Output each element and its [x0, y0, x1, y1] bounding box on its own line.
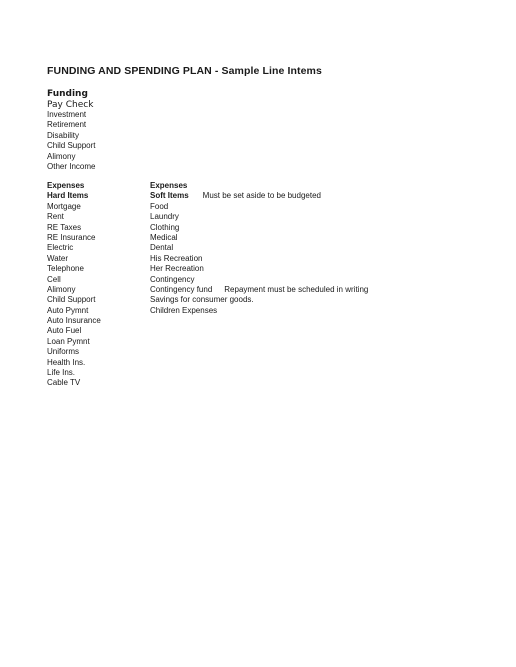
soft-expense-item: Laundry — [150, 212, 179, 222]
soft-items-heading-row — [150, 191, 368, 201]
soft-expense-item: Savings for consumer goods. — [150, 295, 254, 305]
hard-expense-item: Loan Pymnt — [47, 336, 90, 346]
soft-expense-item: Dental — [150, 243, 174, 253]
funding-item: Retirement — [47, 120, 87, 130]
funding-item: Child Support — [47, 141, 96, 151]
contingency-fund-row — [150, 285, 368, 295]
document-title: FUNDING AND SPENDING PLAN - Sample Line Intems — [47, 65, 322, 77]
hard-expense-item: Alimony — [47, 284, 76, 294]
funding-item: Investment — [47, 110, 87, 119]
hard-expense-item: Child Support — [47, 295, 96, 305]
hard-expense-item: Health Ins. — [47, 357, 86, 367]
hard-expense-item: RE Insurance — [47, 232, 96, 242]
soft-expense-item: Her Recreation — [150, 264, 204, 274]
funding-item: Disability — [47, 130, 80, 140]
hard-expense-item: Water — [47, 253, 69, 263]
soft-expenses-column — [150, 181, 368, 316]
hard-expense-item: Electric — [47, 243, 74, 253]
hard-expense-item: Auto Pymnt — [47, 305, 89, 315]
hard-expense-item: Telephone — [47, 264, 84, 274]
hard-expense-item: Auto Insurance — [47, 316, 101, 326]
hard-expense-item: Mortgage — [47, 201, 81, 211]
funding-heading: Funding — [47, 89, 88, 99]
soft-expense-item: Medical — [150, 232, 178, 242]
expenses-heading: Expenses — [47, 181, 85, 190]
hard-expense-item: Rent — [47, 212, 64, 222]
soft-expense-item: His Recreation — [150, 253, 203, 263]
hard-expense-item: Cell — [47, 274, 61, 284]
hard-expense-item: RE Taxes — [47, 222, 82, 232]
hard-expense-item: Auto Fuel — [47, 326, 82, 336]
soft-expense-item: Children Expenses — [150, 305, 218, 315]
funding-item: Other Income — [47, 161, 96, 171]
hard-expense-item: Uniforms — [47, 347, 80, 357]
soft-items-heading: Soft Items — [150, 191, 189, 201]
expenses-heading: Expenses — [150, 181, 188, 190]
contingency-fund-note: Repayment must be scheduled in writing — [224, 284, 369, 294]
funding-section — [47, 89, 95, 172]
hard-expense-item: Life Ins. — [47, 368, 76, 378]
funding-item: Pay Check — [47, 100, 94, 110]
hard-items-heading: Hard Items — [47, 191, 89, 201]
hard-expenses-column — [47, 181, 101, 389]
funding-item: Alimony — [47, 151, 76, 161]
soft-expense-item: Contingency — [150, 274, 195, 284]
soft-expense-item: Food — [150, 201, 169, 211]
soft-expense-item: Clothing — [150, 222, 180, 232]
soft-items-note: Must be set aside to be budgeted — [202, 191, 321, 201]
soft-expense-item: Contingency fund — [150, 284, 213, 294]
hard-expense-item: Cable TV — [47, 378, 81, 388]
